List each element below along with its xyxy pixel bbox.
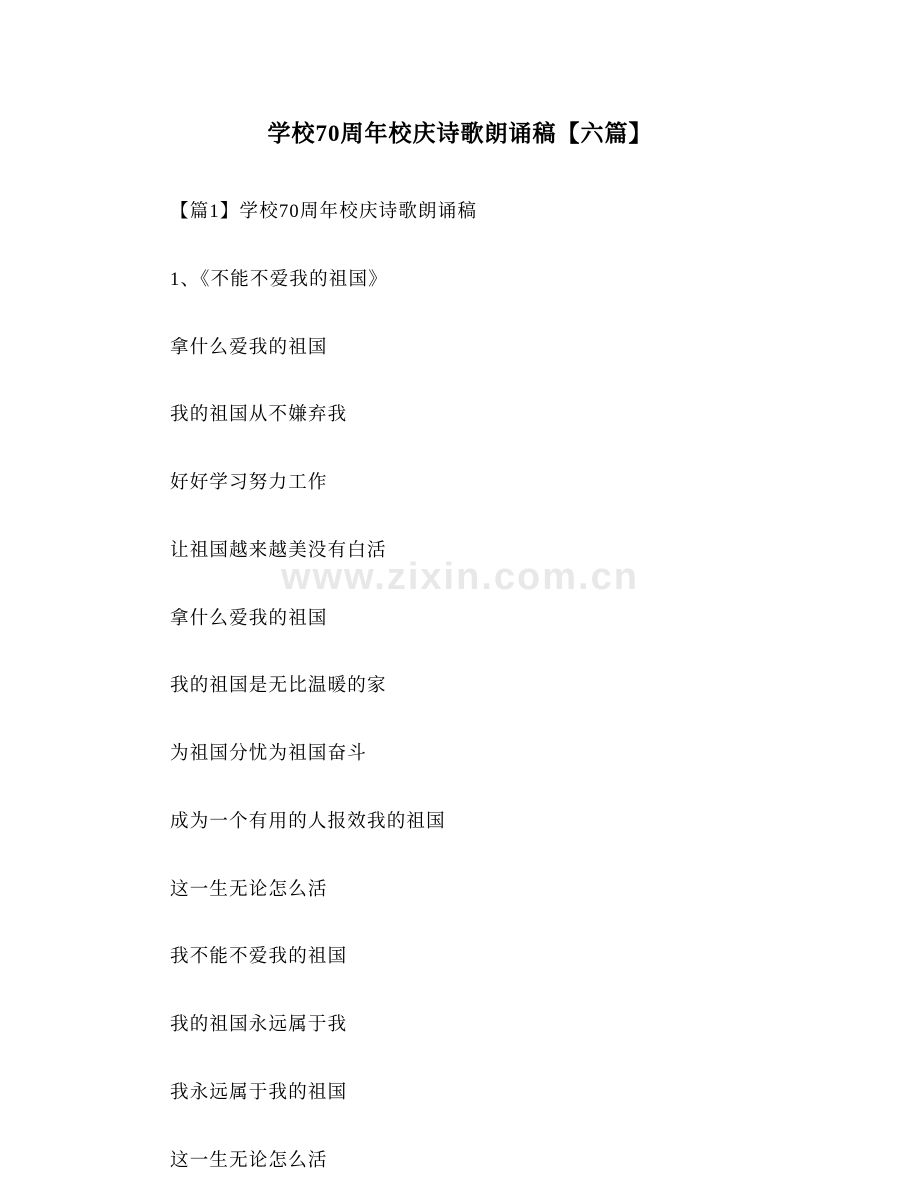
paragraph-line: 这一生无论怎么活 <box>170 879 328 900</box>
watermark: www.zixin.com.cn <box>281 556 639 598</box>
paragraph-line: 我的祖国永远属于我 <box>170 1015 348 1036</box>
paragraph-line: 我的祖国是无比温暖的家 <box>170 676 387 697</box>
paragraph-line: 拿什么爱我的祖国 <box>170 337 328 358</box>
paragraph-line: 为祖国分忧为祖国奋斗 <box>170 744 368 765</box>
paragraph-line: 这一生无论怎么活 <box>170 1150 328 1171</box>
paragraph-line: 让祖国越来越美没有白活 <box>170 540 387 561</box>
paragraph-line: 好好学习努力工作 <box>170 473 328 494</box>
paragraph-poem-title: 1、《不能不爱我的祖国》 <box>170 269 388 290</box>
paragraph-line: 成为一个有用的人报效我的祖国 <box>170 811 446 832</box>
paragraph-line: 我不能不爱我的祖国 <box>170 947 348 968</box>
paragraph-line: 我永远属于我的祖国 <box>170 1082 348 1103</box>
page-title: 学校70周年校庆诗歌朗诵稿【六篇】 <box>267 121 653 146</box>
paragraph-line: 我的祖国从不嫌弃我 <box>170 405 348 426</box>
paragraph-section-heading: 【篇1】学校70周年校庆诗歌朗诵稿 <box>170 202 478 223</box>
paragraph-line: 拿什么爱我的祖国 <box>170 608 328 629</box>
